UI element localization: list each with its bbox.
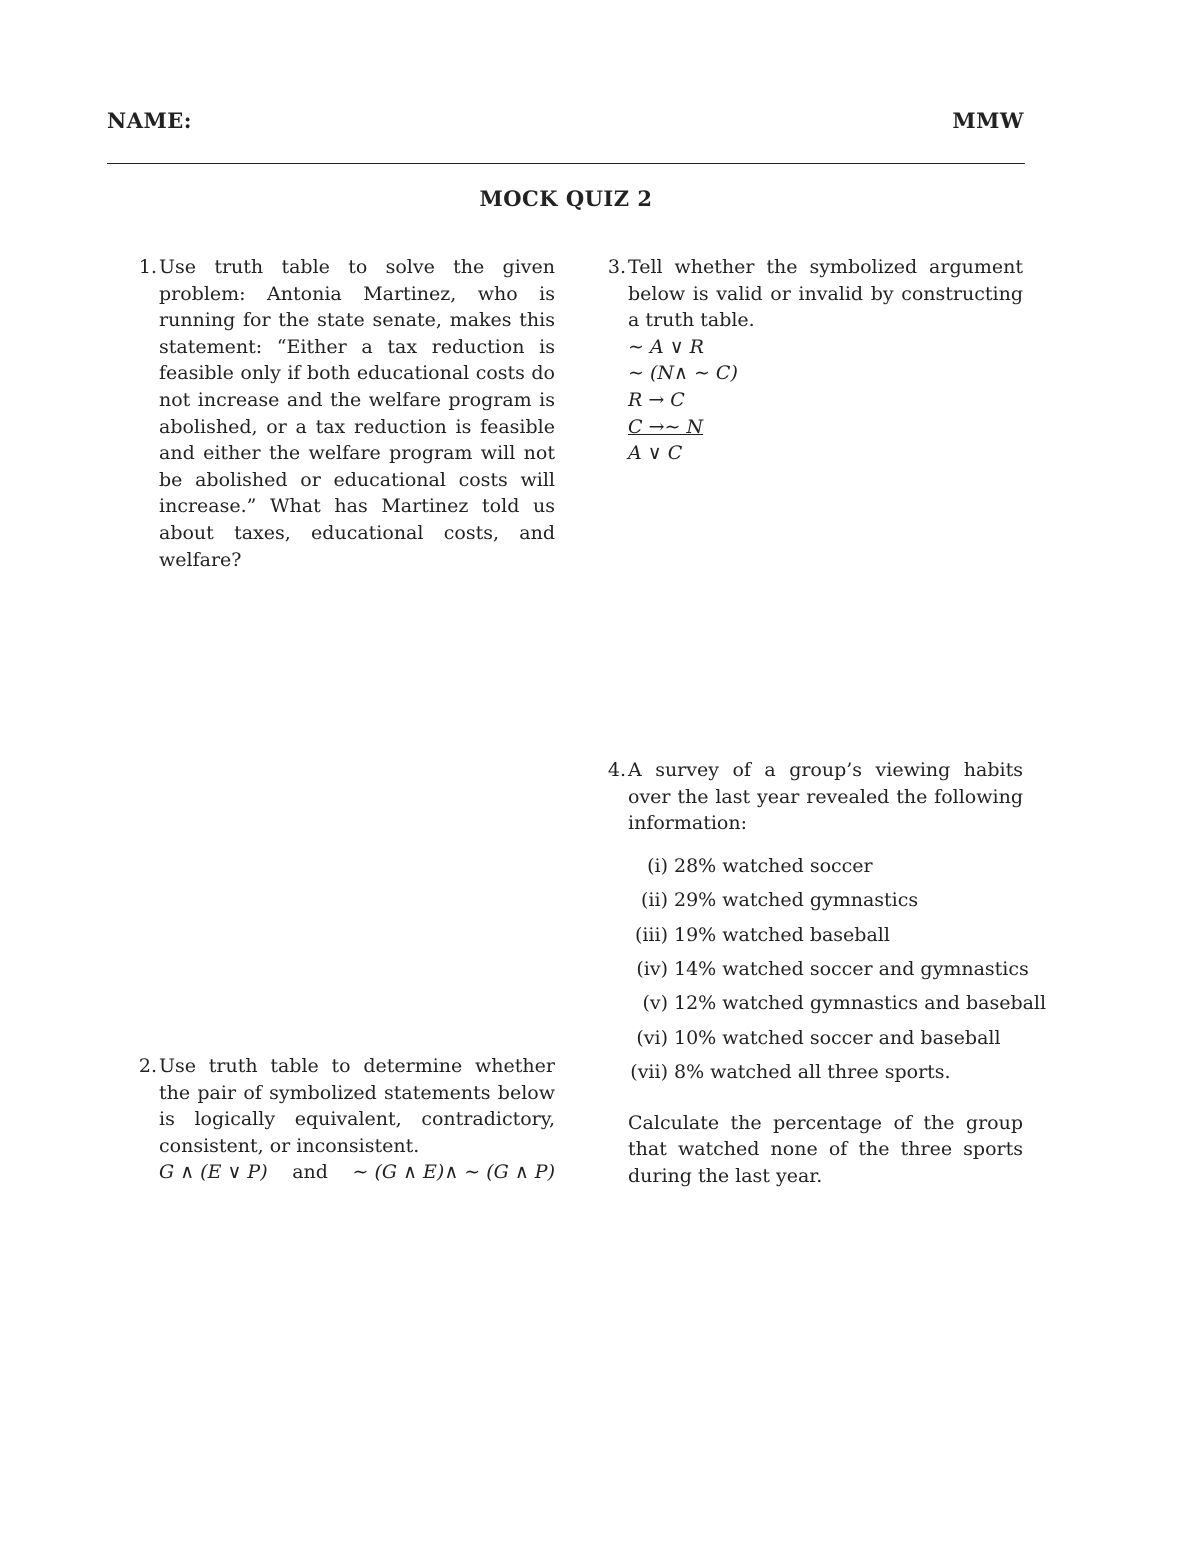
problem-text: Tell whether the symbolized argument below is valid or invalid by constructing a truth table.	[628, 256, 1023, 332]
item-label: (ii)	[641, 889, 668, 912]
problem-body	[159, 1053, 555, 1186]
premise-last: C →∼ N	[628, 415, 704, 438]
list-item	[628, 1059, 1023, 1093]
premise: ∼ A ∨ R	[628, 335, 704, 358]
list-item	[628, 1025, 1023, 1059]
item-text: 12% watched gymnastics and baseball	[674, 992, 1047, 1015]
page-title: MOCK QUIZ 2	[479, 186, 653, 211]
problem-body	[628, 254, 1023, 467]
list-item	[628, 956, 1029, 990]
statement-b: ∼ (G ∧ E)∧ ∼ (G ∧ P)	[352, 1161, 555, 1184]
connector-word: and	[292, 1161, 328, 1184]
header-divider	[107, 163, 1025, 164]
name-label: NAME:	[107, 108, 192, 133]
survey-list	[628, 853, 1047, 1094]
problem-body	[628, 757, 1047, 1189]
item-text: 8% watched all three sports.	[674, 1061, 951, 1084]
item-label: (i)	[647, 854, 668, 877]
problem-number: 4.	[607, 759, 626, 781]
problem-3	[600, 254, 1023, 467]
course-code: MMW	[952, 108, 1024, 133]
item-text: 10% watched soccer and baseball	[674, 1026, 1001, 1049]
item-label: (v)	[642, 992, 668, 1015]
item-text: 19% watched baseball	[674, 923, 890, 946]
item-label: (iii)	[634, 923, 668, 946]
problem-closing: Calculate the percentage of the group that watched none of the three sports during the last year.	[628, 1111, 1023, 1187]
problem-text: Use truth table to solve the given problem: Antonia Martinez, who is running for the state senate, makes this statement: “Either a tax reduction is feasible only if both educational costs do not increase and the welfare program is abolished, or a tax reduction is feasible and either the welfare program will not be abolished or educational costs will increase.” What has Martinez told us about taxes, educational costs, and welfare?	[159, 256, 555, 571]
problem-text: A survey of a group’s viewing habits over the last year revealed the following information:	[628, 759, 1023, 835]
item-label: (vi)	[636, 1026, 668, 1049]
item-label: (vii)	[630, 1061, 668, 1084]
statement-pair	[159, 1159, 555, 1186]
item-label: (iv)	[636, 957, 668, 980]
item-text: 14% watched soccer and gymnastics	[674, 957, 1029, 980]
problem-text: Use truth table to determine whether the pair of symbolized statements below is logically equivalent, contradictory, consistent, or inconsistent.	[159, 1055, 555, 1157]
item-text: 28% watched soccer	[674, 854, 873, 877]
problem-1	[131, 254, 555, 573]
premise: ∼ (N∧ ∼ C)	[628, 362, 738, 385]
problem-4	[600, 757, 1047, 1189]
list-item	[628, 887, 1023, 921]
list-item	[628, 853, 1023, 887]
statement-a: G ∧ (E ∨ P)	[159, 1161, 268, 1184]
problem-number: 1.	[138, 256, 157, 278]
list-item	[628, 990, 1047, 1024]
premise: R → C	[628, 388, 685, 411]
list-item	[628, 922, 1023, 956]
conclusion: A ∨ C	[628, 442, 683, 465]
item-text: 29% watched gymnastics	[674, 889, 919, 912]
problem-number: 3.	[607, 256, 626, 278]
problem-number: 2.	[138, 1055, 157, 1077]
problem-2	[131, 1053, 555, 1186]
